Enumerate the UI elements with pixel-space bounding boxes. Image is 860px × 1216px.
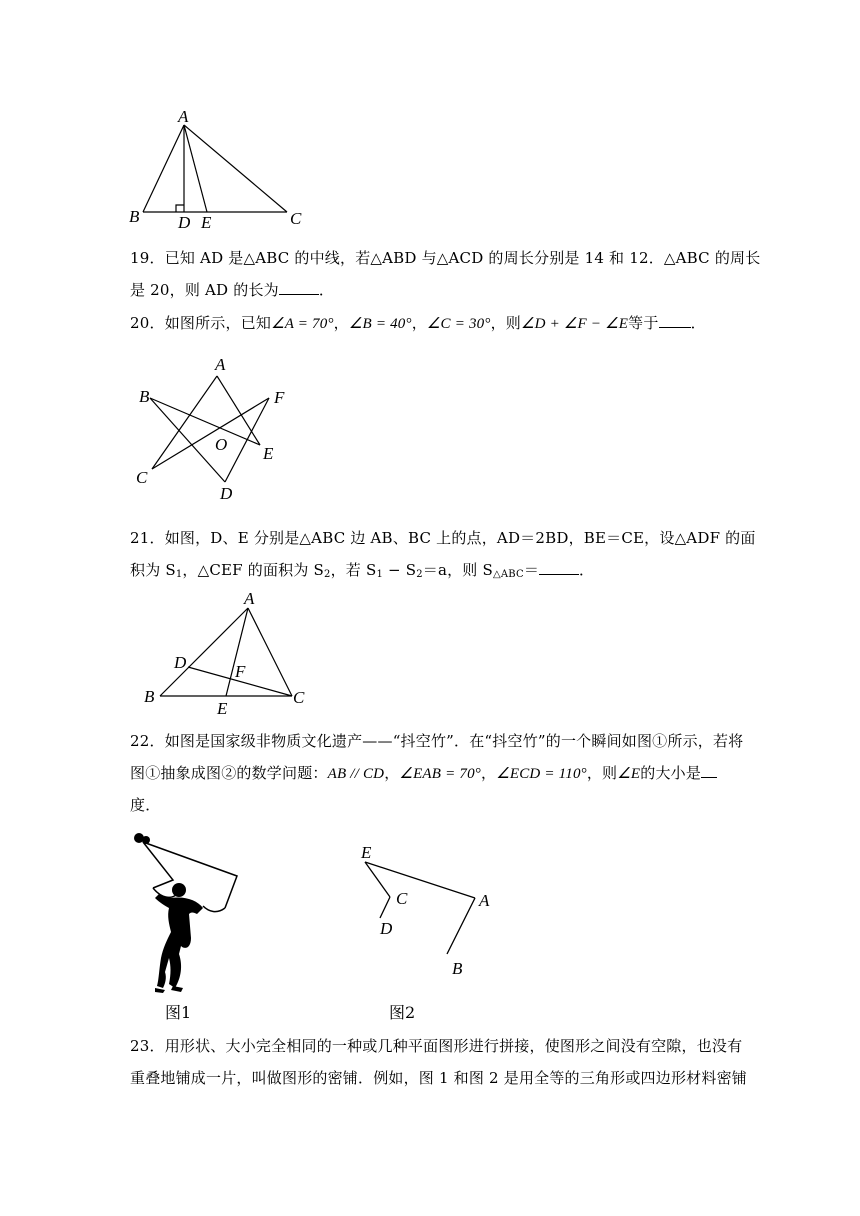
label-B: B	[452, 959, 463, 978]
question-22: 22．如图是国家级非物质文化遗产——“抖空竹”．在“抖空竹”的一个瞬间如图①所示，若将 图①抽象成图②的数学问题：AB // CD，∠EAB = 70°，∠ECD = 110°，则∠E的大小是 度．	[130, 732, 744, 814]
q23-line2: 重叠地铺成一片，叫做图形的密铺．例如，图 1 和图 2 是用全等的三角形或四边形材料密铺	[130, 1069, 747, 1087]
label-E: E	[217, 699, 228, 718]
label-C: C	[396, 889, 408, 908]
label-E: E	[263, 444, 274, 463]
answer-blank[interactable]	[279, 279, 319, 295]
label-E: E	[201, 213, 212, 232]
label-O: O	[215, 435, 228, 454]
q21-line1: 如图，D、E 分别是△ABC 边 AB、BC 上的点，AD＝2BD，BE＝CE，设△ADF 的面	[164, 529, 756, 547]
angle-e: ∠E	[617, 766, 641, 782]
condition-angle-b: ∠B = 40°	[348, 316, 412, 332]
q19-line2: 是 20，则 AD 的长为	[130, 281, 279, 299]
condition-angle-a: ∠A = 70°	[271, 316, 334, 332]
label-A: A	[215, 355, 226, 374]
parallel-lines-diagram	[355, 838, 505, 983]
label-B: B	[144, 687, 155, 706]
q22-number: 22．	[130, 732, 165, 750]
label-A: A	[244, 589, 255, 608]
label-D: D	[178, 213, 191, 232]
question-21: 21．如图，D、E 分别是△ABC 边 AB、BC 上的点，AD＝2BD，BE＝CE，设△ADF 的面 积为 $S_1$，△CEF 的面积为 $S_2$，若 $S_1 - S_2=a$，则 $S_{\triangle ABC}=$ ．	[130, 529, 756, 580]
answer-blank[interactable]	[539, 559, 579, 575]
q22-line1: 如图是国家级非物质文化遗产——“抖空竹”．在“抖空竹”的一个瞬间如图①所示，若将	[164, 732, 744, 750]
condition-angle-c: ∠C = 30°	[426, 316, 491, 332]
question-23	[130, 1030, 747, 1094]
label-D: D	[380, 919, 393, 938]
star-diagram	[130, 352, 290, 502]
condition-angle-eab: ∠EAB = 70°	[399, 766, 481, 782]
diabolo-silhouette-image	[125, 828, 255, 996]
triangle-def-diagram	[140, 589, 320, 718]
q21-number: 21．	[130, 529, 165, 547]
parallel-lines-figure	[355, 838, 505, 983]
label-C: C	[290, 209, 302, 228]
label-F: F	[235, 662, 246, 681]
caption-figure-1: 图1	[165, 1003, 192, 1022]
question-19: 19．已知 AD 是△ABC 的中线，若△ABD 与△ACD 的周长分别是 14 和 12．△ABC 的周长 是 20，则 AD 的长为 ．	[130, 249, 761, 299]
label-B: B	[139, 387, 150, 406]
label-D: D	[220, 484, 233, 503]
condition-angle-ecd: ∠ECD = 110°	[496, 766, 587, 782]
q19-line1: 已知 AD 是△ABC 的中线，若△ABD 与△ACD 的周长分别是 14 和 12．△ABC 的周长	[164, 249, 761, 267]
label-A: A	[178, 107, 189, 126]
triangle-diagram	[125, 108, 315, 233]
q19-number: 19．	[130, 249, 165, 267]
q23-number: 23．	[130, 1037, 165, 1055]
star-figure	[130, 352, 290, 502]
label-A: A	[479, 891, 490, 910]
triangle-def-figure	[140, 589, 320, 718]
q20-number: 20．	[130, 314, 165, 332]
q23-line1: 用形状、大小完全相同的一种或几种平面图形进行拼接，使图形之间没有空隙，也没有	[164, 1037, 743, 1055]
answer-blank[interactable]	[659, 312, 691, 328]
angle-expression: ∠D + ∠F − ∠E	[521, 316, 629, 332]
label-B: B	[129, 207, 140, 226]
label-C: C	[293, 688, 305, 707]
condition-parallel: AB // CD	[327, 766, 385, 782]
diabolo-figure	[125, 828, 255, 996]
label-E: E	[361, 843, 372, 862]
answer-blank[interactable]	[701, 762, 717, 778]
question-20: 20．如图所示，已知∠A = 70°，∠B = 40°，∠C = 30°，则∠D + ∠F − ∠E等于 ．	[130, 314, 706, 332]
label-F: F	[274, 388, 285, 407]
triangle-figure	[125, 108, 315, 233]
label-D: D	[174, 653, 187, 672]
caption-figure-2: 图2	[389, 1003, 416, 1022]
label-C: C	[136, 468, 148, 487]
